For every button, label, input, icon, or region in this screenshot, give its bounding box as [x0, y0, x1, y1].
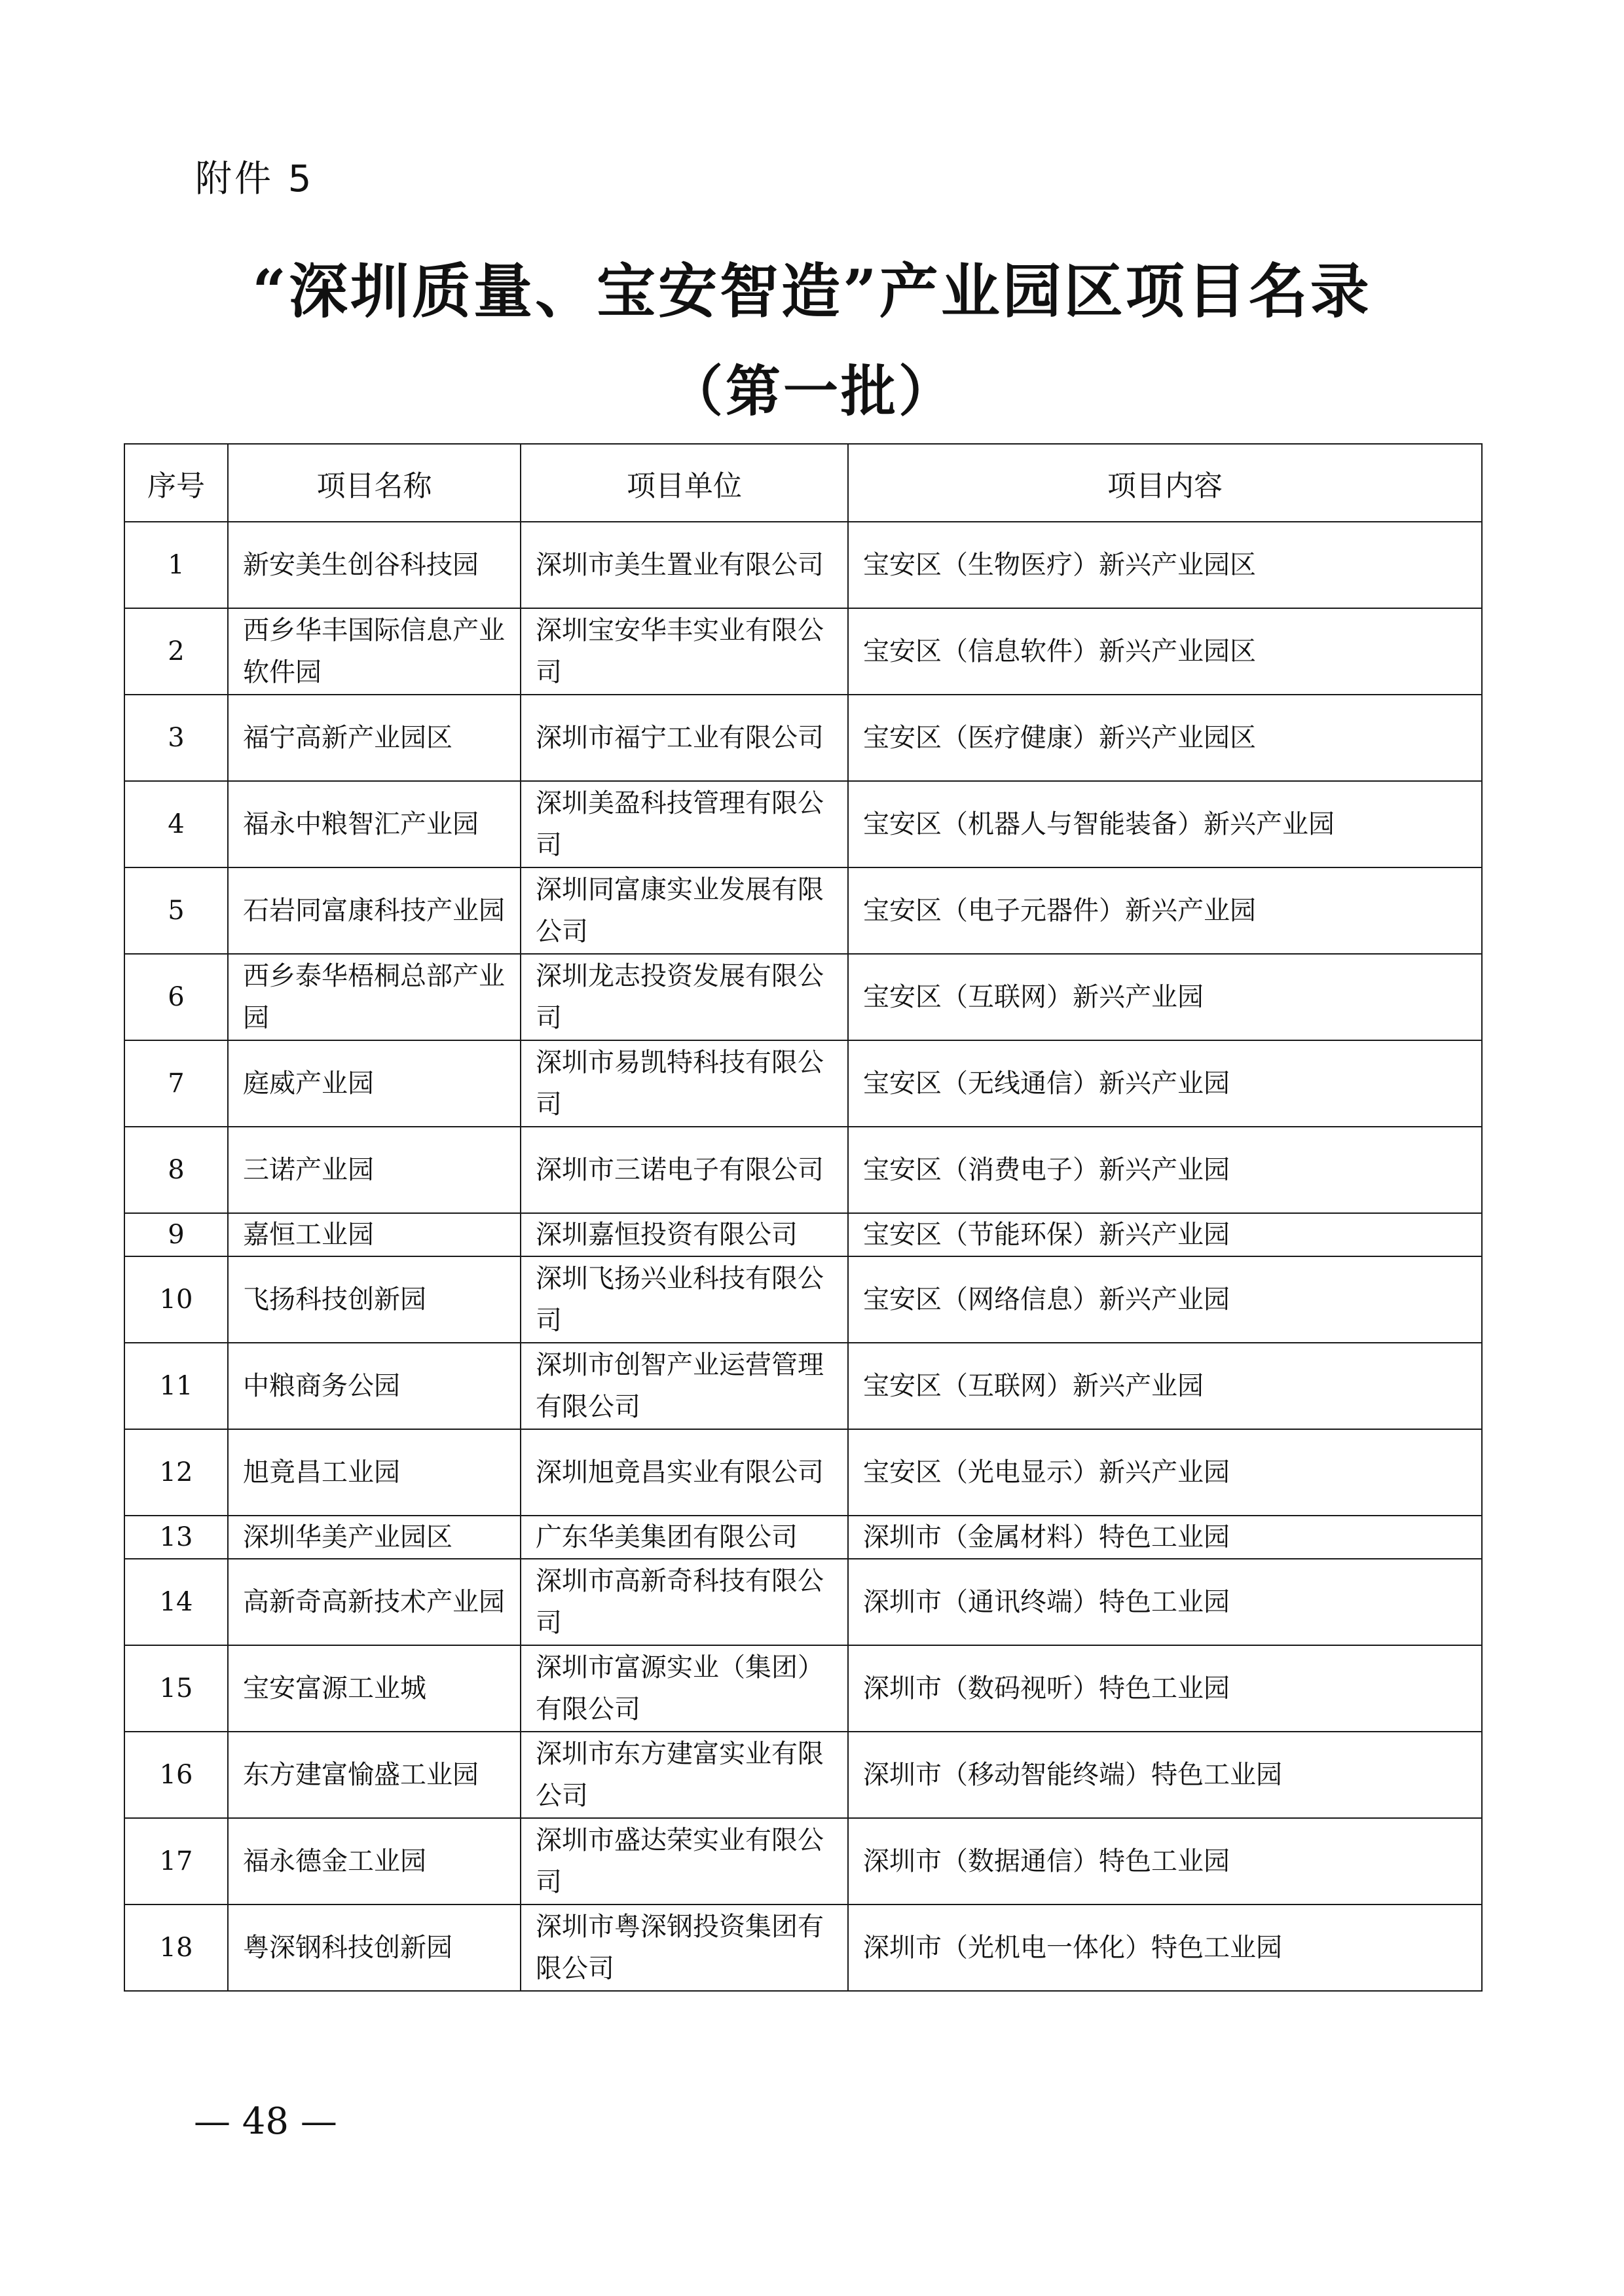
- header-project-name: 项目名称: [228, 444, 521, 522]
- table-row: [124, 1127, 1482, 1213]
- cell-project-unit: 深圳市创智产业运营管理有限公司: [521, 1343, 848, 1429]
- cell-project-unit: 深圳旭竟昌实业有限公司: [521, 1429, 848, 1516]
- cell-serial-number: 15: [124, 1645, 228, 1732]
- table-row: [124, 522, 1482, 608]
- cell-project-unit: 深圳市三诺电子有限公司: [521, 1127, 848, 1213]
- cell-project-name: 福宁高新产业园区: [228, 695, 521, 781]
- cell-project-content: 深圳市（数码视听）特色工业园: [848, 1645, 1482, 1732]
- cell-project-name: 东方建富愉盛工业园: [228, 1732, 521, 1818]
- cell-serial-number: 3: [124, 695, 228, 781]
- cell-project-name: 新安美生创谷科技园: [228, 522, 521, 608]
- attachment-label: 附件 5: [195, 158, 314, 200]
- cell-project-name: 深圳华美产业园区: [228, 1516, 521, 1559]
- header-project-content: 项目内容: [848, 444, 1482, 522]
- cell-project-unit: 深圳市福宁工业有限公司: [521, 695, 848, 781]
- project-directory-table: [124, 443, 1483, 1992]
- cell-serial-number: 9: [124, 1213, 228, 1256]
- cell-project-content: 宝安区（节能环保）新兴产业园: [848, 1213, 1482, 1256]
- table-body: [124, 522, 1482, 1991]
- table-row: [124, 781, 1482, 867]
- table-row: [124, 1645, 1482, 1732]
- cell-project-content: 深圳市（数据通信）特色工业园: [848, 1818, 1482, 1904]
- table-row: [124, 695, 1482, 781]
- table-row: [124, 1516, 1482, 1559]
- project-directory-table-container: [124, 443, 1481, 1992]
- cell-project-content: 宝安区（机器人与智能装备）新兴产业园: [848, 781, 1482, 867]
- table-row: [124, 954, 1482, 1040]
- table-row: [124, 1904, 1482, 1991]
- cell-project-content: 宝安区（互联网）新兴产业园: [848, 1343, 1482, 1429]
- cell-serial-number: 5: [124, 867, 228, 954]
- cell-project-content: 宝安区（无线通信）新兴产业园: [848, 1040, 1482, 1127]
- cell-serial-number: 11: [124, 1343, 228, 1429]
- table-row: [124, 867, 1482, 954]
- cell-project-unit: 深圳市东方建富实业有限公司: [521, 1732, 848, 1818]
- cell-project-content: 宝安区（网络信息）新兴产业园: [848, 1256, 1482, 1343]
- cell-project-content: 深圳市（金属材料）特色工业园: [848, 1516, 1482, 1559]
- table-header-row: [124, 444, 1482, 522]
- cell-project-content: 宝安区（生物医疗）新兴产业园区: [848, 522, 1482, 608]
- cell-project-unit: 深圳市高新奇科技有限公司: [521, 1559, 848, 1645]
- cell-project-name: 旭竟昌工业园: [228, 1429, 521, 1516]
- cell-project-name: 粤深钢科技创新园: [228, 1904, 521, 1991]
- cell-project-unit: 深圳市盛达荣实业有限公司: [521, 1818, 848, 1904]
- cell-project-unit: 广东华美集团有限公司: [521, 1516, 848, 1559]
- cell-project-unit: 深圳市粤深钢投资集团有限公司: [521, 1904, 848, 1991]
- cell-serial-number: 17: [124, 1818, 228, 1904]
- cell-project-content: 宝安区（信息软件）新兴产业园区: [848, 608, 1482, 695]
- cell-project-name: 石岩同富康科技产业园: [228, 867, 521, 954]
- cell-project-unit: 深圳嘉恒投资有限公司: [521, 1213, 848, 1256]
- cell-project-name: 宝安富源工业城: [228, 1645, 521, 1732]
- cell-project-content: 宝安区（消费电子）新兴产业园: [848, 1127, 1482, 1213]
- page-number: — 48 —: [194, 2100, 337, 2143]
- document-subtitle: （第一批）: [667, 359, 956, 424]
- cell-project-unit: 深圳市富源实业（集团）有限公司: [521, 1645, 848, 1732]
- header-serial-number: 序号: [124, 444, 228, 522]
- header-project-unit: 项目单位: [521, 444, 848, 522]
- cell-project-content: 宝安区（电子元器件）新兴产业园: [848, 867, 1482, 954]
- table-row: [124, 1429, 1482, 1516]
- cell-project-unit: 深圳同富康实业发展有限公司: [521, 867, 848, 954]
- cell-project-content: 深圳市（光机电一体化）特色工业园: [848, 1904, 1482, 1991]
- cell-project-name: 庭威产业园: [228, 1040, 521, 1127]
- cell-project-unit: 深圳飞扬兴业科技有限公司: [521, 1256, 848, 1343]
- cell-serial-number: 4: [124, 781, 228, 867]
- cell-project-unit: 深圳宝安华丰实业有限公司: [521, 608, 848, 695]
- cell-serial-number: 16: [124, 1732, 228, 1818]
- cell-project-content: 宝安区（互联网）新兴产业园: [848, 954, 1482, 1040]
- cell-serial-number: 2: [124, 608, 228, 695]
- table-row: [124, 1343, 1482, 1429]
- cell-serial-number: 10: [124, 1256, 228, 1343]
- table-row: [124, 1559, 1482, 1645]
- cell-serial-number: 7: [124, 1040, 228, 1127]
- cell-project-unit: 深圳美盈科技管理有限公司: [521, 781, 848, 867]
- cell-project-content: 深圳市（通讯终端）特色工业园: [848, 1559, 1482, 1645]
- table-row: [124, 1213, 1482, 1256]
- cell-serial-number: 18: [124, 1904, 228, 1991]
- table-row: [124, 1818, 1482, 1904]
- table-row: [124, 1732, 1482, 1818]
- cell-serial-number: 13: [124, 1516, 228, 1559]
- cell-project-unit: 深圳市易凯特科技有限公司: [521, 1040, 848, 1127]
- cell-project-content: 深圳市（移动智能终端）特色工业园: [848, 1732, 1482, 1818]
- cell-project-content: 宝安区（医疗健康）新兴产业园区: [848, 695, 1482, 781]
- cell-serial-number: 1: [124, 522, 228, 608]
- cell-serial-number: 8: [124, 1127, 228, 1213]
- table-row: [124, 1040, 1482, 1127]
- cell-project-name: 西乡泰华梧桐总部产业园: [228, 954, 521, 1040]
- cell-project-content: 宝安区（光电显示）新兴产业园: [848, 1429, 1482, 1516]
- cell-project-name: 中粮商务公园: [228, 1343, 521, 1429]
- cell-serial-number: 14: [124, 1559, 228, 1645]
- cell-project-name: 福永德金工业园: [228, 1818, 521, 1904]
- cell-project-name: 嘉恒工业园: [228, 1213, 521, 1256]
- document-title: “深圳质量、宝安智造”产业园区项目名录: [252, 257, 1372, 326]
- cell-project-name: 飞扬科技创新园: [228, 1256, 521, 1343]
- cell-project-unit: 深圳龙志投资发展有限公司: [521, 954, 848, 1040]
- cell-project-name: 三诺产业园: [228, 1127, 521, 1213]
- cell-project-unit: 深圳市美生置业有限公司: [521, 522, 848, 608]
- cell-project-name: 高新奇高新技术产业园: [228, 1559, 521, 1645]
- cell-project-name: 西乡华丰国际信息产业软件园: [228, 608, 521, 695]
- table-row: [124, 608, 1482, 695]
- cell-serial-number: 12: [124, 1429, 228, 1516]
- table-row: [124, 1256, 1482, 1343]
- cell-serial-number: 6: [124, 954, 228, 1040]
- cell-project-name: 福永中粮智汇产业园: [228, 781, 521, 867]
